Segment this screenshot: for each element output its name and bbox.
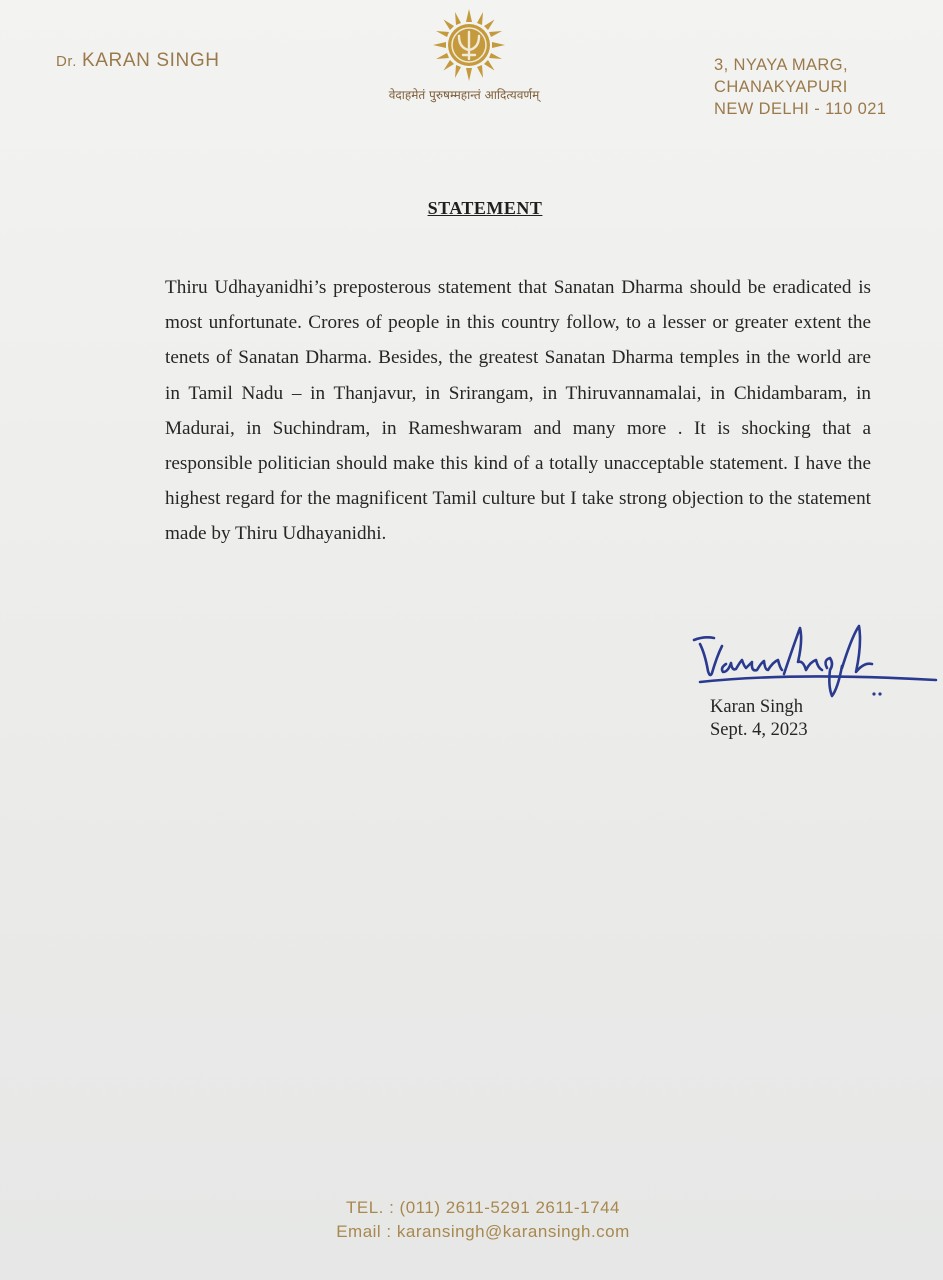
statement-heading: STATEMENT [427, 198, 543, 218]
handwritten-signature [692, 616, 942, 706]
address-line: NEW DELHI - 110 021 [714, 100, 887, 118]
name-prefix: Dr. [56, 53, 77, 70]
telephone-numbers: TEL. : (011) 2611-5291 2611-1744 [345, 1198, 620, 1217]
letterhead-footer [0, 1196, 943, 1244]
sun-emblem-icon [432, 8, 506, 82]
address-block [714, 54, 886, 120]
sanskrit-motto: वेदाहमेतं पुरुषम्महान्तं आदित्यवर्णम् [388, 88, 540, 102]
signer-name: Karan Singh [710, 697, 803, 717]
statement-body: Thiru Udhayanidhi’s preposterous statement that Sanatan Dharma should be eradicated is most unfortunate. Crores of people in this country follow, to a lesser or greater extent the tenets of Sanatan Dharma. Besides, the greatest Sanatan Dharma temples in the world are in Tamil Nadu – in Thanjavur, in Srirangam, in Thiruvannamalai, in Chidambaram, in Madurai, in Suchindram, in Rameshwaram and many more . It is shocking that a responsible politician should make this kind of a totally unacceptable statement. I have the highest regard for the magnificent Tamil culture but I take strong objection to the statement made by Thiru Udhayanidhi. [165, 277, 871, 545]
statement-date: Sept. 4, 2023 [710, 720, 808, 740]
signer-block [710, 696, 808, 742]
name-main: KARAN SINGH [82, 50, 220, 71]
letterhead-name [56, 50, 220, 72]
address-line: 3, NYAYA MARG, [714, 56, 848, 74]
email-address: Email : karansingh@karansingh.com [336, 1222, 630, 1241]
address-line: CHANAKYAPURI [714, 78, 848, 96]
